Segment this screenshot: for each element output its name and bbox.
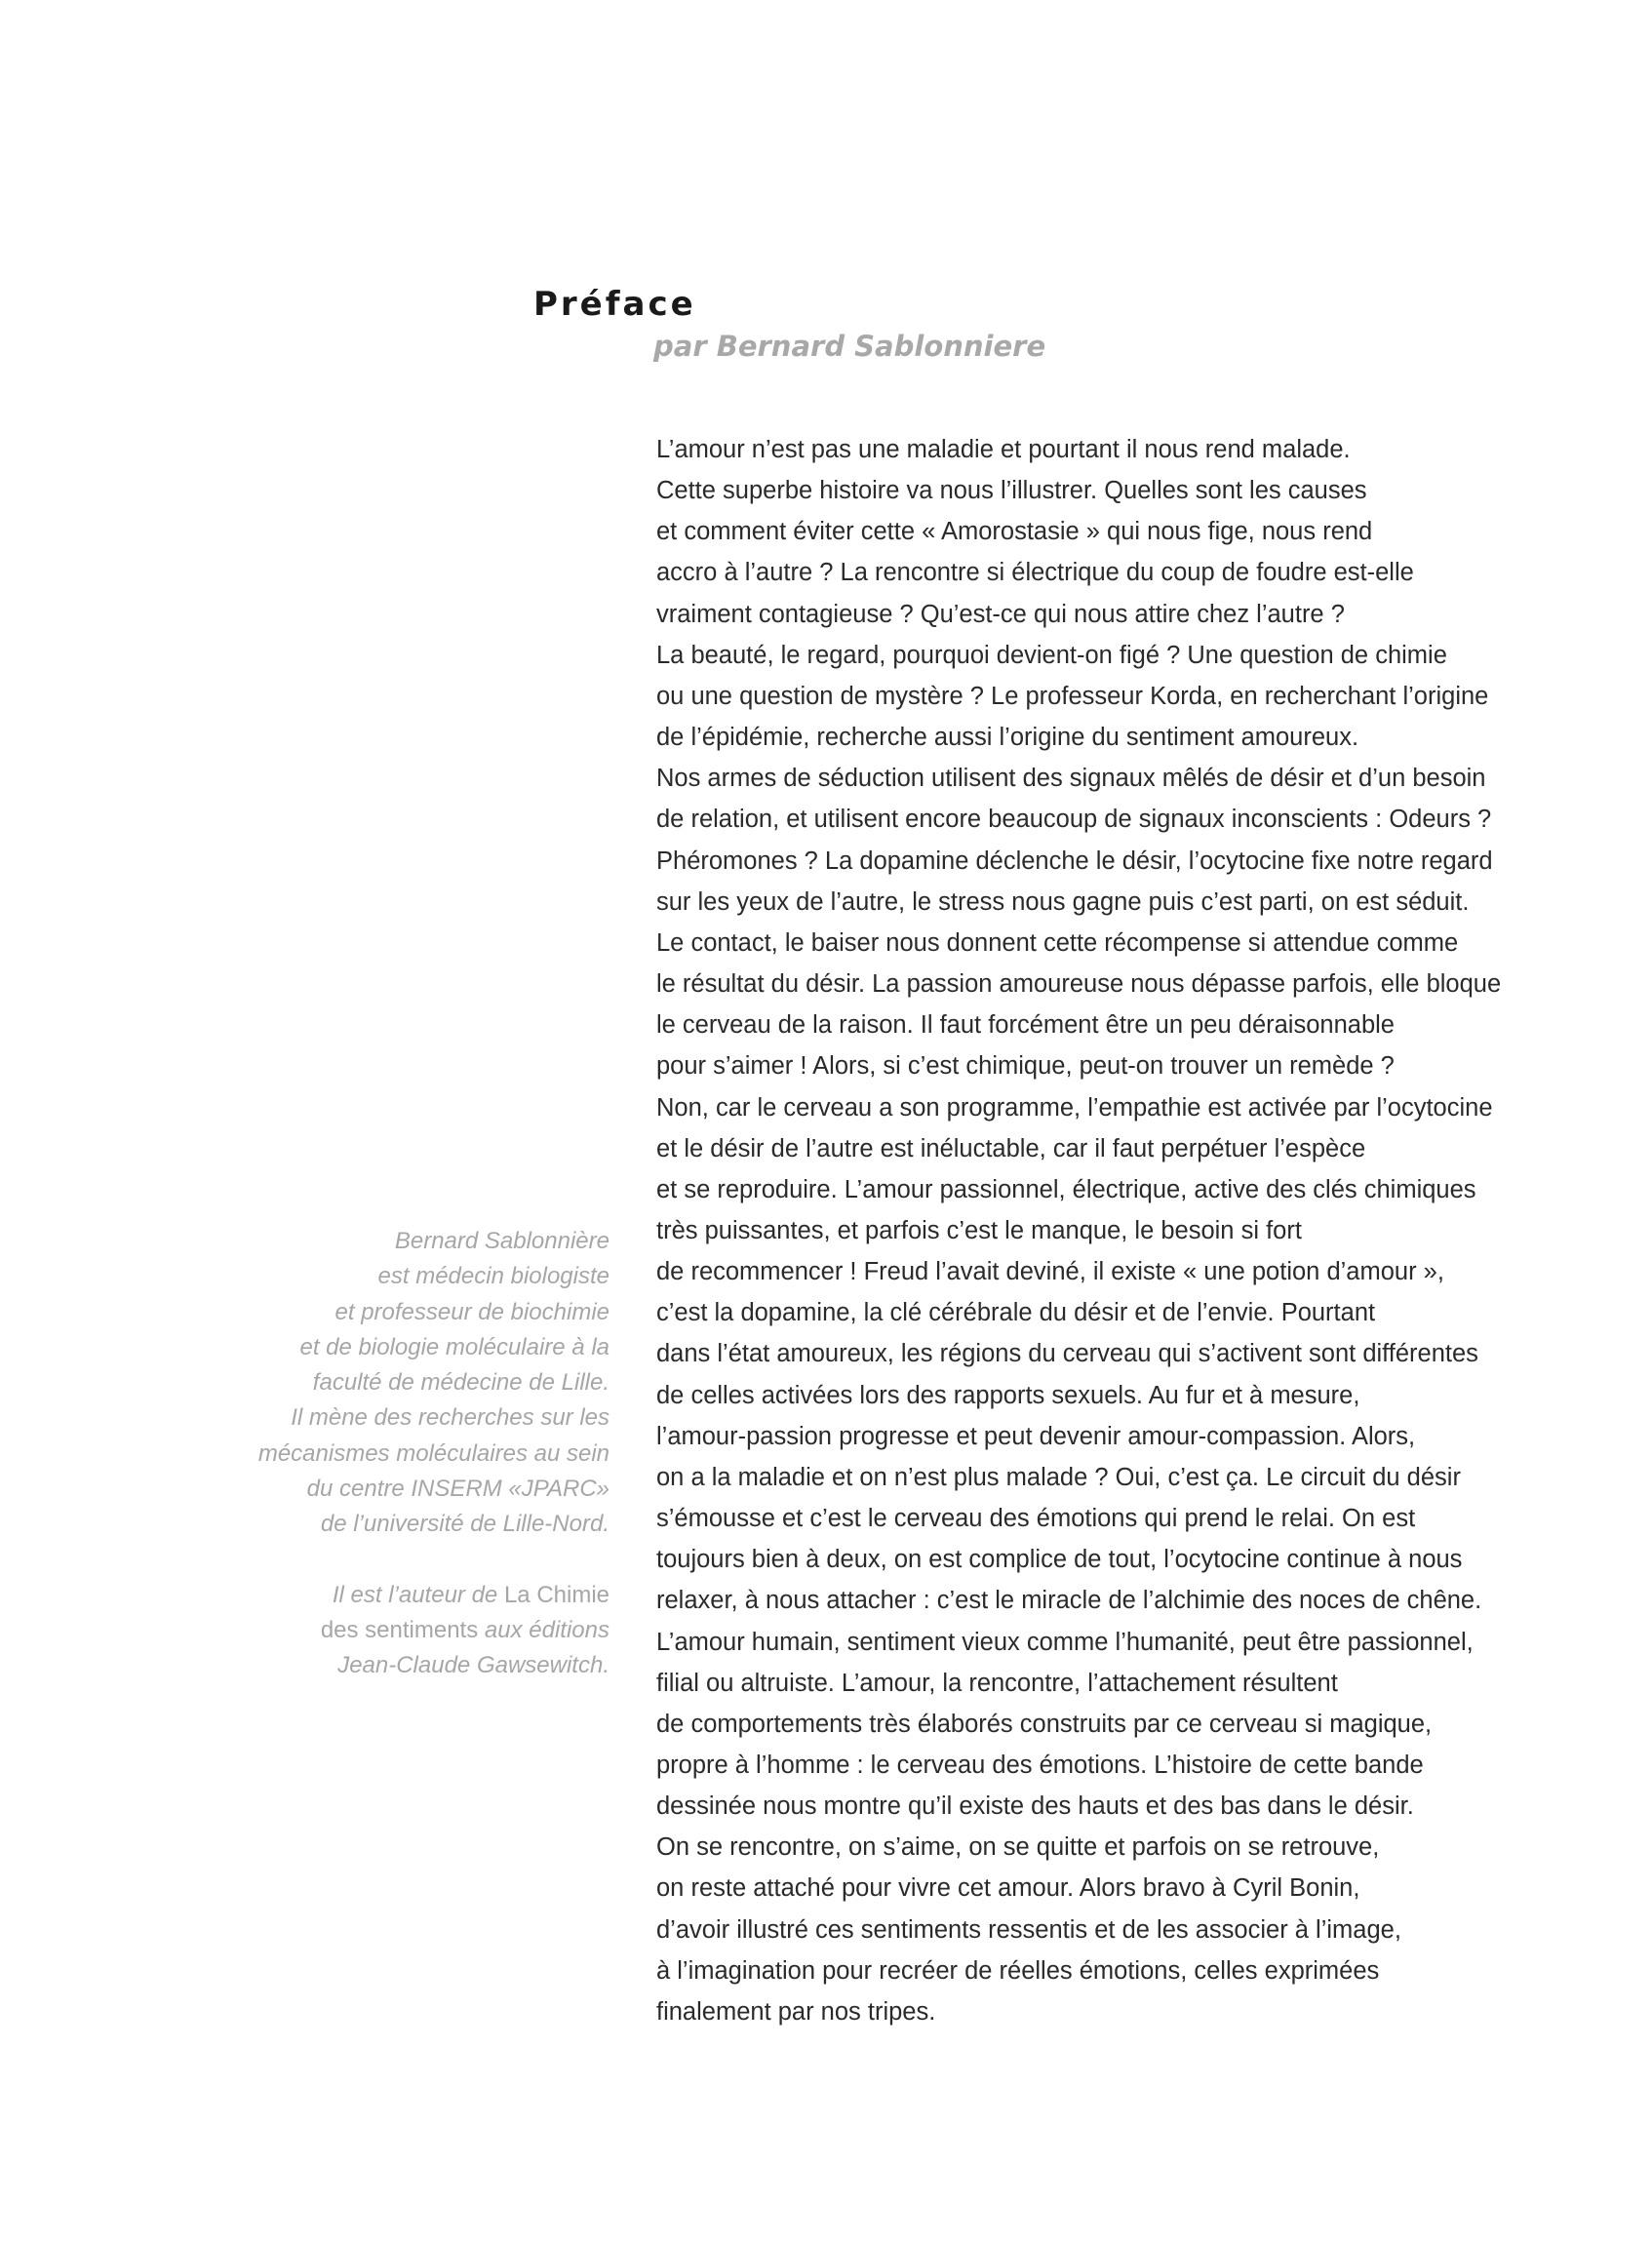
body-text-line: on reste attaché pour vivre cet amour. Alors bravo à Cyril Bonin, — [656, 1874, 1360, 1903]
author-bio-paragraph — [146, 1224, 610, 1543]
body-text-line: ou une question de mystère ? Le professeur Korda, en recherchant l’origine — [656, 682, 1489, 710]
bio-line: mécanismes moléculaires au sein — [257, 1439, 610, 1467]
body-text-line: Nos armes de séduction utilisent des signaux mêlés de désir et d’un besoin — [656, 765, 1486, 793]
bio-line: et professeur de biochimie — [334, 1298, 610, 1325]
body-text-line: vraiment contagieuse ? Qu’est-ce qui nous attire chez l’autre ? — [656, 600, 1345, 628]
bio-line: de l’université de Lille-Nord. — [320, 1511, 610, 1538]
credit-line — [146, 1578, 610, 1613]
body-text-line: relaxer, à nous attacher : c’est le miracle de l’alchimie des noces de chêne. — [656, 1587, 1482, 1615]
body-text-line: le résultat du désir. La passion amoureuse nous dépasse parfois, elle bloque — [656, 970, 1502, 999]
body-text-line: On se rencontre, on s’aime, on se quitte et parfois on se retrouve, — [656, 1833, 1380, 1862]
page-subtitle-author: par Bernard Sablonniere — [653, 330, 1046, 363]
body-text-line: toujours bien à deux, on est complice de tout, l’ocytocine continue à nous — [656, 1546, 1463, 1574]
body-text-line: L’amour humain, sentiment vieux comme l’humanité, peut être passionnel, — [656, 1628, 1474, 1656]
body-text-line: dessinée nous montre qu’il existe des hauts et des bas dans le désir. — [656, 1792, 1414, 1821]
body-text-line: de comportements très élaborés construits par ce cerveau si magique, — [656, 1710, 1433, 1738]
body-text-line: c’est la dopamine, la clé cérébrale du désir et de l’envie. Pourtant — [656, 1299, 1376, 1327]
bio-line: Bernard Sablonnière — [394, 1228, 610, 1254]
page-title: Préface — [533, 285, 696, 324]
body-text-line: sur les yeux de l’autre, le stress nous gagne puis c’est parti, on est séduit. — [656, 887, 1470, 916]
bio-line: du centre INSERM «JPARC» — [306, 1476, 610, 1503]
bio-line: Il mène des recherches sur les — [291, 1404, 610, 1432]
body-text-line: propre à l’homme : le cerveau des émotions. L’histoire de cette bande — [656, 1752, 1424, 1779]
body-text-line: Non, car le cerveau a son programme, l’empathie est activée par l’ocytocine — [656, 1093, 1493, 1122]
body-text-line: de recommencer ! Freud l’avait deviné, il existe « une potion d’amour », — [656, 1258, 1444, 1286]
body-text-line: dans l’état amoureux, les régions du cerveau qui s’activent sont différentes — [656, 1340, 1478, 1368]
body-text-line: l’amour-passion progresse et peut devenir amour-compassion. Alors, — [656, 1422, 1416, 1450]
body-text-line: de l’épidémie, recherche aussi l’origine du sentiment amoureux. — [656, 724, 1359, 752]
body-text-line: Le contact, le baiser nous donnent cette récompense si attendue comme — [656, 928, 1459, 957]
bio-line: et de biologie moléculaire à la — [299, 1333, 610, 1360]
body-text-line: L’amour n’est pas une maladie et pourtant il nous rend malade. — [656, 436, 1351, 463]
credit-line — [146, 1613, 610, 1648]
body-text-line: de celles activées lors des rapports sexuels. Au fur et à mesure, — [656, 1381, 1360, 1409]
book-title-part-2: des sentiments — [320, 1616, 479, 1643]
credit-prefix: Il est l’auteur de — [332, 1581, 504, 1608]
body-text-line: s’émousse et c’est le cerveau des émotions qui prend le relai. On est — [656, 1505, 1416, 1533]
body-text-line: Phéromones ? La dopamine déclenche le désir, l’ocytocine fixe notre regard — [656, 847, 1493, 875]
body-text-line: le cerveau de la raison. Il faut forcément être un peu déraisonnable — [656, 1011, 1395, 1040]
author-credit-paragraph — [146, 1578, 610, 1684]
body-text-line: très puissantes, et parfois c’est le manque, le besoin si fort — [656, 1216, 1302, 1244]
body-text-line: accro à l’autre ? La rencontre si électrique du coup de foudre est-elle — [656, 559, 1414, 587]
body-text-line: et se reproduire. L’amour passionnel, électrique, active des clés chimiques — [656, 1175, 1476, 1203]
body-text-line: Cette superbe histoire va nous l’illustrer. Quelles sont les causes — [656, 477, 1367, 505]
bio-line: faculté de médecine de Lille. — [312, 1369, 610, 1397]
credit-publisher: Jean-Claude Gawsewitch. — [337, 1652, 610, 1679]
body-text-line: et le désir de l’autre est inéluctable, car il faut perpétuer l’espèce — [656, 1134, 1366, 1162]
body-text-line: on a la maladie et on n’est plus malade ? Oui, c’est ça. Le circuit du désir — [656, 1463, 1461, 1491]
body-text-line: filial ou altruiste. L’amour, la rencontre, l’attachement résultent — [656, 1669, 1338, 1697]
bio-line: est médecin biologiste — [377, 1263, 610, 1290]
body-text-line: et comment éviter cette « Amorostasie » qui nous fige, nous rend — [656, 518, 1373, 546]
body-text-line: pour s’aimer ! Alors, si c’est chimique, peut-on trouver un remède ? — [656, 1052, 1395, 1081]
body-text-line: La beauté, le regard, pourquoi devient-on figé ? Une question de chimie — [656, 641, 1447, 669]
book-title-part-1: La Chimie — [503, 1581, 610, 1608]
body-text-line: d’avoir illustré ces sentiments ressentis et de les associer à l’image, — [656, 1915, 1401, 1944]
body-text-line: finalement par nos tripes. — [656, 1997, 936, 2026]
body-text-line: de relation, et utilisent encore beaucoup de signaux inconscients : Odeurs ? — [656, 806, 1492, 834]
preface-body-text — [656, 429, 1583, 2032]
author-bio-sidebar — [146, 1224, 610, 1684]
credit-publisher-prefix: aux éditions — [478, 1616, 610, 1643]
body-text-line: à l’imagination pour recréer de réelles émotions, celles exprimées — [656, 1956, 1380, 1985]
